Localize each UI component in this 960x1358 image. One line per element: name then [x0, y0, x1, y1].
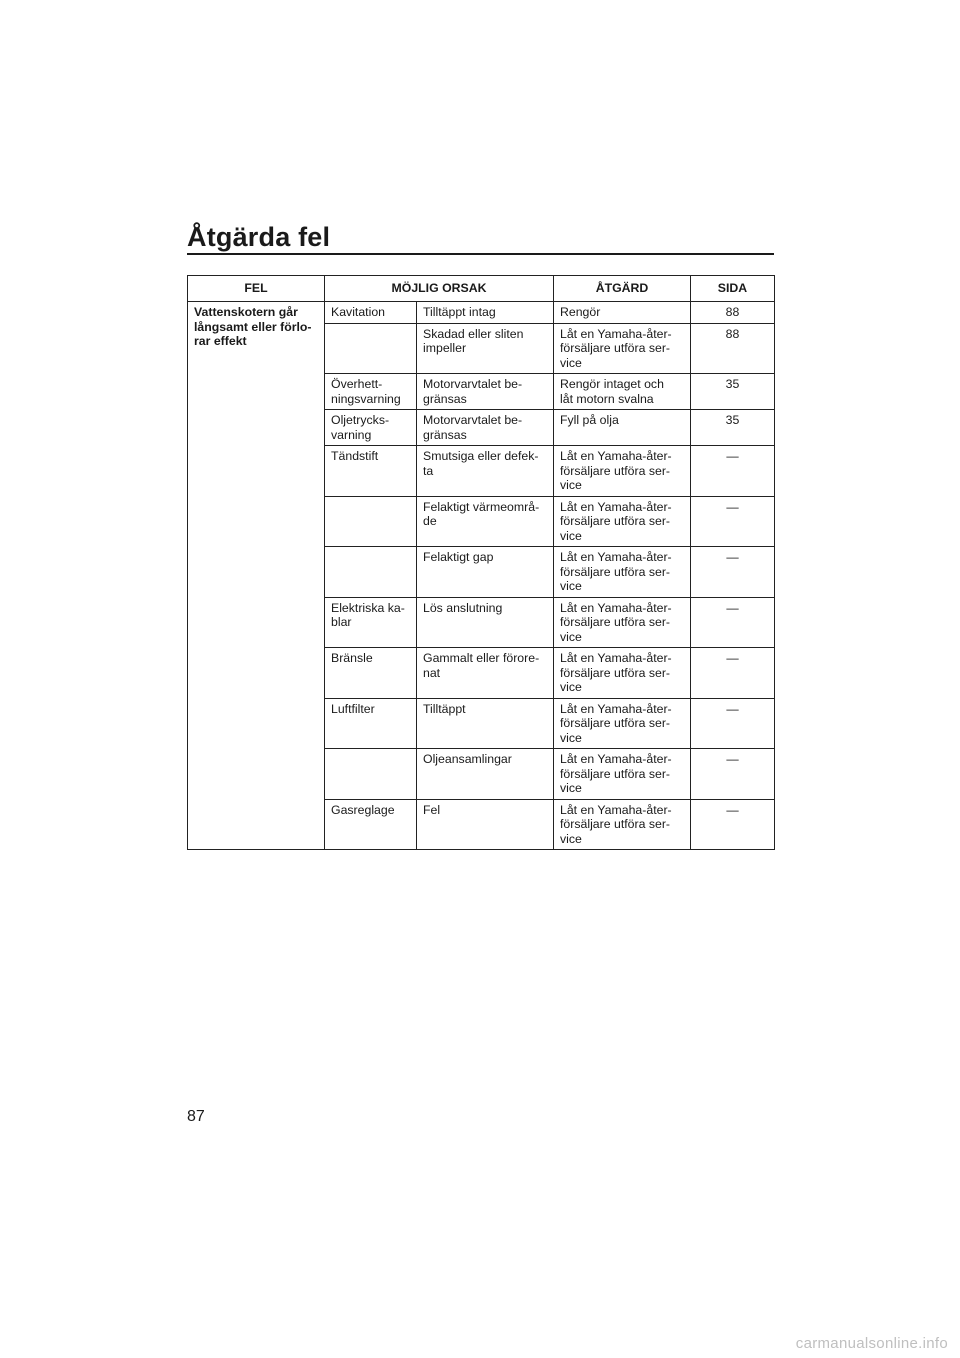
action-cell: Låt en Yamaha-åter- försäljare utföra ser- vice [554, 597, 691, 648]
action-cell: Låt en Yamaha-åter- försäljare utföra ser- vice [554, 648, 691, 699]
action-cell: Rengör [554, 302, 691, 324]
cause-cell [325, 749, 417, 800]
cause-cell: Kavitation [325, 302, 417, 324]
troubleshooting-table [187, 275, 775, 850]
detail-cell: Felaktigt gap [417, 547, 554, 598]
cause-cell: Gasreglage [325, 799, 417, 850]
watermark: carmanualsonline.info [795, 1335, 948, 1352]
detail-cell: Motorvarvtalet be- gränsas [417, 374, 554, 410]
page-cell: — [691, 698, 775, 749]
page-cell: — [691, 496, 775, 547]
header-sida: SIDA [691, 276, 775, 302]
header-atgard: ÅTGÄRD [554, 276, 691, 302]
page-cell: — [691, 749, 775, 800]
action-cell: Låt en Yamaha-åter- försäljare utföra ser- vice [554, 799, 691, 850]
action-cell: Låt en Yamaha-åter- försäljare utföra ser- vice [554, 496, 691, 547]
table-header-row [188, 276, 775, 302]
action-cell: Låt en Yamaha-åter- försäljare utföra ser- vice [554, 323, 691, 374]
detail-cell: Motorvarvtalet be- gränsas [417, 410, 554, 446]
page-cell: — [691, 446, 775, 497]
table-row [188, 302, 775, 324]
detail-cell: Tilltäppt intag [417, 302, 554, 324]
cause-cell: Elektriska ka- blar [325, 597, 417, 648]
detail-cell: Fel [417, 799, 554, 850]
detail-cell: Felaktigt värmeområ- de [417, 496, 554, 547]
cause-cell [325, 547, 417, 598]
page-cell: — [691, 597, 775, 648]
fel-cell: Vattenskotern går långsamt eller förlo- rar effekt [188, 302, 325, 850]
action-cell: Rengör intaget och låt motorn svalna [554, 374, 691, 410]
page-cell: 88 [691, 302, 775, 324]
cause-cell: Luftfilter [325, 698, 417, 749]
page-cell: — [691, 799, 775, 850]
detail-cell: Gammalt eller förore- nat [417, 648, 554, 699]
page-cell: 35 [691, 374, 775, 410]
header-fel: FEL [188, 276, 325, 302]
page-cell: 35 [691, 410, 775, 446]
page-cell: — [691, 547, 775, 598]
cause-cell [325, 323, 417, 374]
detail-cell: Skadad eller sliten impeller [417, 323, 554, 374]
detail-cell: Tilltäppt [417, 698, 554, 749]
title-rule [187, 253, 774, 255]
cause-cell: Tändstift [325, 446, 417, 497]
cause-cell: Överhett- ningsvarning [325, 374, 417, 410]
page-title: Åtgärda fel [187, 222, 331, 252]
cause-cell: Bränsle [325, 648, 417, 699]
action-cell: Låt en Yamaha-åter- försäljare utföra ser- vice [554, 446, 691, 497]
action-cell: Låt en Yamaha-åter- försäljare utföra ser- vice [554, 749, 691, 800]
cause-cell: Oljetrycks- varning [325, 410, 417, 446]
page-cell: — [691, 648, 775, 699]
header-mojlig-orsak: MÖJLIG ORSAK [325, 276, 554, 302]
detail-cell: Smutsiga eller defek- ta [417, 446, 554, 497]
page-number: 87 [187, 1108, 205, 1125]
action-cell: Fyll på olja [554, 410, 691, 446]
action-cell: Låt en Yamaha-åter- försäljare utföra ser- vice [554, 698, 691, 749]
detail-cell: Lös anslutning [417, 597, 554, 648]
action-cell: Låt en Yamaha-åter- försäljare utföra ser- vice [554, 547, 691, 598]
detail-cell: Oljeansamlingar [417, 749, 554, 800]
page-cell: 88 [691, 323, 775, 374]
cause-cell [325, 496, 417, 547]
